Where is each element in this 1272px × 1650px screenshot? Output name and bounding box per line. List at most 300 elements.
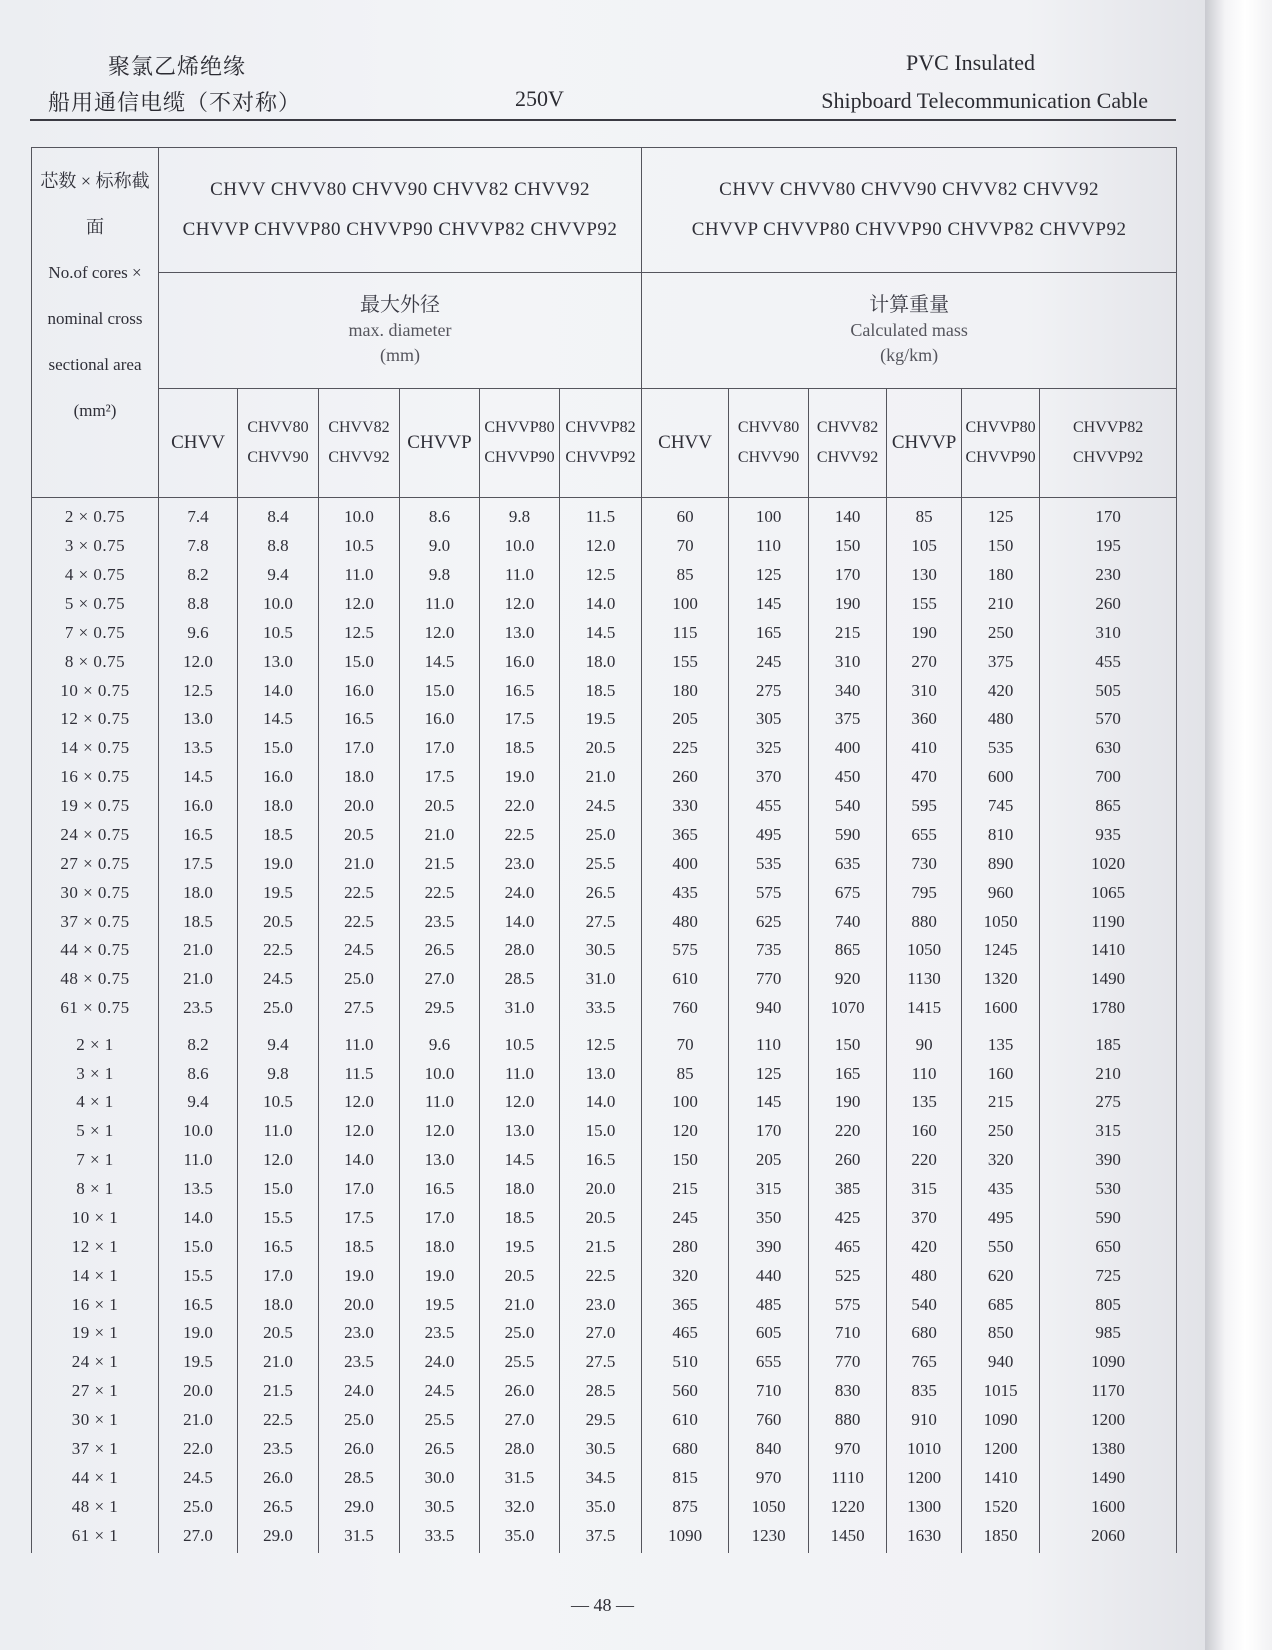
value-cell: 9.0 — [400, 531, 480, 560]
table-row — [32, 1290, 1177, 1319]
value-cell: 1300 — [887, 1492, 962, 1521]
mass-heading-unit: (kg/km) — [880, 345, 939, 365]
value-cell: 16.0 — [400, 704, 480, 733]
value-cell: 26.0 — [319, 1434, 400, 1463]
value-cell: 17.5 — [480, 704, 560, 733]
value-cell: 29.5 — [400, 993, 480, 1025]
value-cell: 275 — [1040, 1088, 1177, 1117]
cores-size-cell: 5 × 1 — [32, 1116, 159, 1145]
table-row — [32, 589, 1177, 618]
value-cell: 865 — [1040, 791, 1177, 820]
value-cell: 365 — [642, 820, 729, 849]
value-cell: 30.5 — [560, 935, 642, 964]
cores-size-cell: 7 × 1 — [32, 1145, 159, 1174]
value-cell: 16.5 — [560, 1145, 642, 1174]
value-cell: 525 — [809, 1261, 887, 1290]
mass-heading-en: Calculated mass — [850, 320, 968, 340]
value-cell: 20.0 — [319, 791, 400, 820]
header-title-cn-line2: 船用通信电缆（不对称） — [48, 90, 302, 115]
cores-size-cell: 48 × 1 — [32, 1492, 159, 1521]
cores-size-cell: 4 × 0.75 — [32, 560, 159, 589]
value-cell: 1010 — [887, 1434, 962, 1463]
value-cell: 9.4 — [159, 1088, 238, 1117]
value-cell: 560 — [642, 1376, 729, 1405]
value-cell: 135 — [962, 1026, 1040, 1059]
value-cell: 25.5 — [480, 1347, 560, 1376]
cores-size-cell: 4 × 1 — [32, 1088, 159, 1117]
value-cell: 170 — [729, 1116, 809, 1145]
value-cell: 370 — [729, 762, 809, 791]
value-cell: 16.5 — [159, 820, 238, 849]
value-cell: 495 — [729, 820, 809, 849]
value-cell: 1410 — [1040, 935, 1177, 964]
value-cell: 8.2 — [159, 1026, 238, 1059]
value-cell: 1090 — [1040, 1347, 1177, 1376]
column-header-label: CHVV80 — [247, 419, 309, 436]
value-cell: 24.0 — [400, 1347, 480, 1376]
value-cell: 19.0 — [480, 762, 560, 791]
value-cell: 375 — [962, 647, 1040, 676]
value-cell: 26.5 — [238, 1492, 319, 1521]
value-cell: 19.5 — [400, 1290, 480, 1319]
value-cell: 23.5 — [400, 1319, 480, 1348]
value-cell: 135 — [887, 1088, 962, 1117]
column-header-label: CHVV90 — [247, 449, 309, 466]
value-cell: 30.5 — [560, 1434, 642, 1463]
value-cell: 37.5 — [560, 1521, 642, 1553]
value-cell: 440 — [729, 1261, 809, 1290]
value-cell: 1050 — [887, 935, 962, 964]
value-cell: 26.5 — [560, 878, 642, 907]
value-cell: 11.0 — [319, 560, 400, 589]
value-cell: 815 — [642, 1463, 729, 1492]
value-cell: 155 — [887, 589, 962, 618]
value-cell: 655 — [729, 1347, 809, 1376]
value-cell: 12.5 — [159, 676, 238, 705]
value-cell: 340 — [809, 676, 887, 705]
value-cell: 22.0 — [480, 791, 560, 820]
value-cell: 31.5 — [480, 1463, 560, 1492]
cores-size-cell: 61 × 0.75 — [32, 993, 159, 1025]
value-cell: 680 — [887, 1319, 962, 1348]
value-cell: 70 — [642, 531, 729, 560]
value-cell: 13.0 — [480, 1116, 560, 1145]
value-cell: 27.0 — [400, 964, 480, 993]
value-cell: 12.0 — [319, 589, 400, 618]
column-header — [642, 389, 729, 498]
value-cell: 260 — [642, 762, 729, 791]
value-cell: 110 — [729, 1026, 809, 1059]
table-row — [32, 1376, 1177, 1405]
cores-size-cell: 7 × 0.75 — [32, 618, 159, 647]
value-cell: 1415 — [887, 993, 962, 1025]
value-cell: 575 — [809, 1290, 887, 1319]
cores-size-cell: 30 × 1 — [32, 1405, 159, 1434]
column-header — [319, 389, 400, 498]
value-cell: 150 — [962, 531, 1040, 560]
value-cell: 480 — [642, 907, 729, 936]
value-cell: 745 — [962, 791, 1040, 820]
table-row — [32, 1203, 1177, 1232]
value-cell: 11.5 — [560, 498, 642, 532]
value-cell: 330 — [642, 791, 729, 820]
value-cell: 120 — [642, 1116, 729, 1145]
value-cell: 195 — [1040, 531, 1177, 560]
value-cell: 480 — [887, 1261, 962, 1290]
value-cell: 20.5 — [480, 1261, 560, 1290]
value-cell: 125 — [962, 498, 1040, 532]
value-cell: 20.5 — [400, 791, 480, 820]
value-cell: 215 — [642, 1174, 729, 1203]
value-cell: 24.0 — [319, 1376, 400, 1405]
value-cell: 31.5 — [319, 1521, 400, 1553]
value-cell: 170 — [809, 560, 887, 589]
value-cell: 130 — [887, 560, 962, 589]
value-cell: 1200 — [1040, 1405, 1177, 1434]
value-cell: 180 — [962, 560, 1040, 589]
value-cell: 17.5 — [319, 1203, 400, 1232]
value-cell: 14.5 — [480, 1145, 560, 1174]
table-row — [32, 1088, 1177, 1117]
row-header-unit: (mm²) — [73, 401, 117, 420]
value-cell: 18.0 — [238, 1290, 319, 1319]
value-cell: 620 — [962, 1261, 1040, 1290]
value-cell: 535 — [729, 849, 809, 878]
value-cell: 8.2 — [159, 560, 238, 589]
value-cell: 33.5 — [560, 993, 642, 1025]
value-cell: 25.0 — [159, 1492, 238, 1521]
value-cell: 19.5 — [238, 878, 319, 907]
table-row — [32, 1492, 1177, 1521]
cores-size-cell: 44 × 0.75 — [32, 935, 159, 964]
value-cell: 270 — [887, 647, 962, 676]
value-cell: 16.5 — [159, 1290, 238, 1319]
value-cell: 20.0 — [560, 1174, 642, 1203]
column-header-row — [32, 389, 1177, 498]
mass-group-types — [642, 148, 1177, 273]
value-cell: 23.5 — [319, 1347, 400, 1376]
value-cell: 19.0 — [400, 1261, 480, 1290]
value-cell: 21.0 — [480, 1290, 560, 1319]
value-cell: 21.0 — [159, 964, 238, 993]
value-cell: 13.0 — [159, 704, 238, 733]
value-cell: 27.5 — [319, 993, 400, 1025]
value-cell: 12.0 — [238, 1145, 319, 1174]
value-cell: 180 — [642, 676, 729, 705]
value-cell: 11.0 — [319, 1026, 400, 1059]
value-cell: 12.0 — [400, 1116, 480, 1145]
value-cell: 17.0 — [319, 1174, 400, 1203]
value-cell: 10.0 — [400, 1059, 480, 1088]
value-cell: 15.0 — [319, 647, 400, 676]
value-cell: 970 — [809, 1434, 887, 1463]
binding-edge — [1205, 0, 1272, 1650]
value-cell: 725 — [1040, 1261, 1177, 1290]
value-cell: 27.5 — [560, 907, 642, 936]
value-cell: 14.0 — [319, 1145, 400, 1174]
value-cell: 1020 — [1040, 849, 1177, 878]
value-cell: 435 — [962, 1174, 1040, 1203]
value-cell: 470 — [887, 762, 962, 791]
value-cell: 9.6 — [159, 618, 238, 647]
row-header-en3: sectional area — [48, 355, 142, 374]
value-cell: 9.8 — [400, 560, 480, 589]
value-cell: 760 — [642, 993, 729, 1025]
table-row — [32, 1521, 1177, 1553]
column-header-label: CHVV82 — [328, 419, 390, 436]
value-cell: 145 — [729, 589, 809, 618]
value-cell: 10.0 — [238, 589, 319, 618]
value-cell: 8.8 — [159, 589, 238, 618]
value-cell: 26.5 — [400, 1434, 480, 1463]
header-rule — [30, 119, 1176, 121]
header-title-en-line2: Shipboard Telecommunication Cable — [821, 88, 1148, 113]
header-title-cn-line1: 聚氯乙烯绝缘 — [108, 54, 247, 79]
value-cell: 190 — [887, 618, 962, 647]
row-header-en2: nominal cross — [47, 309, 143, 328]
cores-size-cell: 19 × 0.75 — [32, 791, 159, 820]
value-cell: 25.0 — [560, 820, 642, 849]
value-cell: 9.6 — [400, 1026, 480, 1059]
value-cell: 18.5 — [480, 1203, 560, 1232]
column-header — [729, 389, 809, 498]
value-cell: 310 — [809, 647, 887, 676]
value-cell: 435 — [642, 878, 729, 907]
column-header-label: CHVVP82 — [565, 419, 636, 436]
value-cell: 160 — [962, 1059, 1040, 1088]
value-cell: 30.5 — [400, 1492, 480, 1521]
table-row — [32, 878, 1177, 907]
value-cell: 220 — [887, 1145, 962, 1174]
value-cell: 1380 — [1040, 1434, 1177, 1463]
value-cell: 70 — [642, 1026, 729, 1059]
value-cell: 320 — [642, 1261, 729, 1290]
value-cell: 28.5 — [560, 1376, 642, 1405]
column-header-label: CHVVP80 — [484, 419, 555, 436]
value-cell: 23.0 — [319, 1319, 400, 1348]
value-cell: 22.5 — [400, 878, 480, 907]
value-cell: 11.0 — [400, 1088, 480, 1117]
table-row — [32, 1463, 1177, 1492]
value-cell: 14.5 — [400, 647, 480, 676]
cores-size-cell: 10 × 1 — [32, 1203, 159, 1232]
value-cell: 940 — [962, 1347, 1040, 1376]
column-header-label: CHVV — [171, 432, 225, 453]
section-1mm2 — [32, 1026, 1177, 1553]
value-cell: 18.0 — [560, 647, 642, 676]
value-cell: 14.0 — [238, 676, 319, 705]
header-title-en-line1: PVC Insulated — [906, 50, 1035, 75]
value-cell: 85 — [642, 1059, 729, 1088]
value-cell: 10.0 — [319, 498, 400, 532]
value-cell: 18.5 — [560, 676, 642, 705]
value-cell: 375 — [809, 704, 887, 733]
table-row — [32, 618, 1177, 647]
value-cell: 310 — [887, 676, 962, 705]
value-cell: 410 — [887, 733, 962, 762]
value-cell: 1780 — [1040, 993, 1177, 1025]
value-cell: 875 — [642, 1492, 729, 1521]
value-cell: 250 — [962, 618, 1040, 647]
cores-size-cell: 3 × 0.75 — [32, 531, 159, 560]
value-cell: 14.5 — [238, 704, 319, 733]
value-cell: 540 — [887, 1290, 962, 1319]
value-cell: 1065 — [1040, 878, 1177, 907]
value-cell: 260 — [1040, 589, 1177, 618]
value-cell: 24.5 — [400, 1376, 480, 1405]
value-cell: 360 — [887, 704, 962, 733]
column-header-label: CHVVP92 — [1072, 449, 1144, 466]
value-cell: 325 — [729, 733, 809, 762]
diameter-heading — [159, 273, 642, 389]
value-cell: 12.5 — [560, 1026, 642, 1059]
value-cell: 14.5 — [560, 618, 642, 647]
value-cell: 210 — [962, 589, 1040, 618]
diameter-heading-en: max. diameter — [348, 320, 452, 340]
value-cell: 22.5 — [238, 1405, 319, 1434]
value-cell: 245 — [729, 647, 809, 676]
value-cell: 27.0 — [560, 1319, 642, 1348]
value-cell: 110 — [887, 1059, 962, 1088]
value-cell: 455 — [729, 791, 809, 820]
row-header-cn: 芯数 × 标称截面 — [40, 171, 150, 237]
value-cell: 590 — [1040, 1203, 1177, 1232]
table-row — [32, 498, 1177, 532]
table-row — [32, 1174, 1177, 1203]
column-header — [238, 389, 319, 498]
value-cell: 22.0 — [159, 1434, 238, 1463]
row-header-cell — [32, 148, 159, 498]
value-cell: 11.0 — [238, 1116, 319, 1145]
value-cell: 19.5 — [560, 704, 642, 733]
value-cell: 16.5 — [238, 1232, 319, 1261]
value-cell: 28.5 — [480, 964, 560, 993]
value-cell: 250 — [962, 1116, 1040, 1145]
cores-size-cell: 14 × 0.75 — [32, 733, 159, 762]
value-cell: 23.5 — [159, 993, 238, 1025]
value-cell: 1050 — [729, 1492, 809, 1521]
column-header-label: CHVVP80 — [965, 419, 1036, 436]
value-cell: 23.5 — [400, 907, 480, 936]
value-cell: 17.5 — [159, 849, 238, 878]
value-cell: 9.8 — [238, 1059, 319, 1088]
value-cell: 25.0 — [319, 1405, 400, 1434]
value-cell: 465 — [642, 1319, 729, 1348]
value-cell: 680 — [642, 1434, 729, 1463]
table-row — [32, 704, 1177, 733]
value-cell: 880 — [809, 1405, 887, 1434]
value-cell: 610 — [642, 1405, 729, 1434]
value-cell: 260 — [809, 1145, 887, 1174]
mass-heading — [642, 273, 1177, 389]
diameter-heading-unit: (mm) — [380, 345, 421, 365]
value-cell: 19.5 — [480, 1232, 560, 1261]
value-cell: 9.8 — [480, 498, 560, 532]
value-cell: 150 — [642, 1145, 729, 1174]
value-cell: 910 — [887, 1405, 962, 1434]
value-cell: 575 — [642, 935, 729, 964]
column-header-label: CHVVP90 — [484, 449, 555, 466]
value-cell: 190 — [809, 1088, 887, 1117]
column-header-label: CHVVP90 — [965, 449, 1036, 466]
value-cell: 1090 — [962, 1405, 1040, 1434]
column-header-label: CHVV82 — [816, 419, 879, 436]
table-row — [32, 907, 1177, 936]
column-header — [1040, 389, 1177, 498]
value-cell: 810 — [962, 820, 1040, 849]
value-cell: 12.5 — [560, 560, 642, 589]
value-cell: 935 — [1040, 820, 1177, 849]
value-cell: 11.0 — [159, 1145, 238, 1174]
value-cell: 795 — [887, 878, 962, 907]
value-cell: 605 — [729, 1319, 809, 1348]
value-cell: 450 — [809, 762, 887, 791]
value-cell: 25.5 — [560, 849, 642, 878]
value-cell: 21.5 — [400, 849, 480, 878]
value-cell: 8.8 — [238, 531, 319, 560]
value-cell: 25.0 — [238, 993, 319, 1025]
table-row — [32, 647, 1177, 676]
value-cell: 700 — [1040, 762, 1177, 791]
column-header — [962, 389, 1040, 498]
value-cell: 1110 — [809, 1463, 887, 1492]
value-cell: 185 — [1040, 1026, 1177, 1059]
value-cell: 400 — [809, 733, 887, 762]
value-cell: 85 — [642, 560, 729, 589]
value-cell: 770 — [729, 964, 809, 993]
value-cell: 190 — [809, 589, 887, 618]
value-cell: 32.0 — [480, 1492, 560, 1521]
value-cell: 18.0 — [159, 878, 238, 907]
value-cell: 550 — [962, 1232, 1040, 1261]
value-cell: 655 — [887, 820, 962, 849]
value-cell: 650 — [1040, 1232, 1177, 1261]
value-cell: 625 — [729, 907, 809, 936]
value-cell: 17.0 — [400, 733, 480, 762]
value-cell: 765 — [887, 1347, 962, 1376]
table-row — [32, 820, 1177, 849]
value-cell: 24.0 — [480, 878, 560, 907]
value-cell: 17.0 — [400, 1203, 480, 1232]
cores-size-cell: 37 × 0.75 — [32, 907, 159, 936]
value-cell: 1320 — [962, 964, 1040, 993]
value-cell: 21.0 — [400, 820, 480, 849]
value-cell: 230 — [1040, 560, 1177, 589]
value-cell: 18.0 — [238, 791, 319, 820]
table-row — [32, 1405, 1177, 1434]
cores-size-cell: 16 × 0.75 — [32, 762, 159, 791]
value-cell: 155 — [642, 647, 729, 676]
table-row — [32, 993, 1177, 1025]
cores-size-cell: 8 × 0.75 — [32, 647, 159, 676]
table-row — [32, 964, 1177, 993]
value-cell: 27.5 — [560, 1347, 642, 1376]
value-cell: 510 — [642, 1347, 729, 1376]
value-cell: 1850 — [962, 1521, 1040, 1553]
page-number: — 48 — — [571, 1595, 634, 1615]
value-cell: 22.5 — [560, 1261, 642, 1290]
value-cell: 225 — [642, 733, 729, 762]
value-cell: 485 — [729, 1290, 809, 1319]
group-types-line1: CHVV CHVV80 CHVV90 CHVV82 CHVV92 — [719, 179, 1100, 200]
value-cell: 2060 — [1040, 1521, 1177, 1553]
value-cell: 31.0 — [480, 993, 560, 1025]
column-header-label: CHVVP82 — [1072, 419, 1144, 436]
value-cell: 245 — [642, 1203, 729, 1232]
value-cell: 865 — [809, 935, 887, 964]
value-cell: 100 — [729, 498, 809, 532]
column-header-label: CHVV92 — [328, 449, 390, 466]
